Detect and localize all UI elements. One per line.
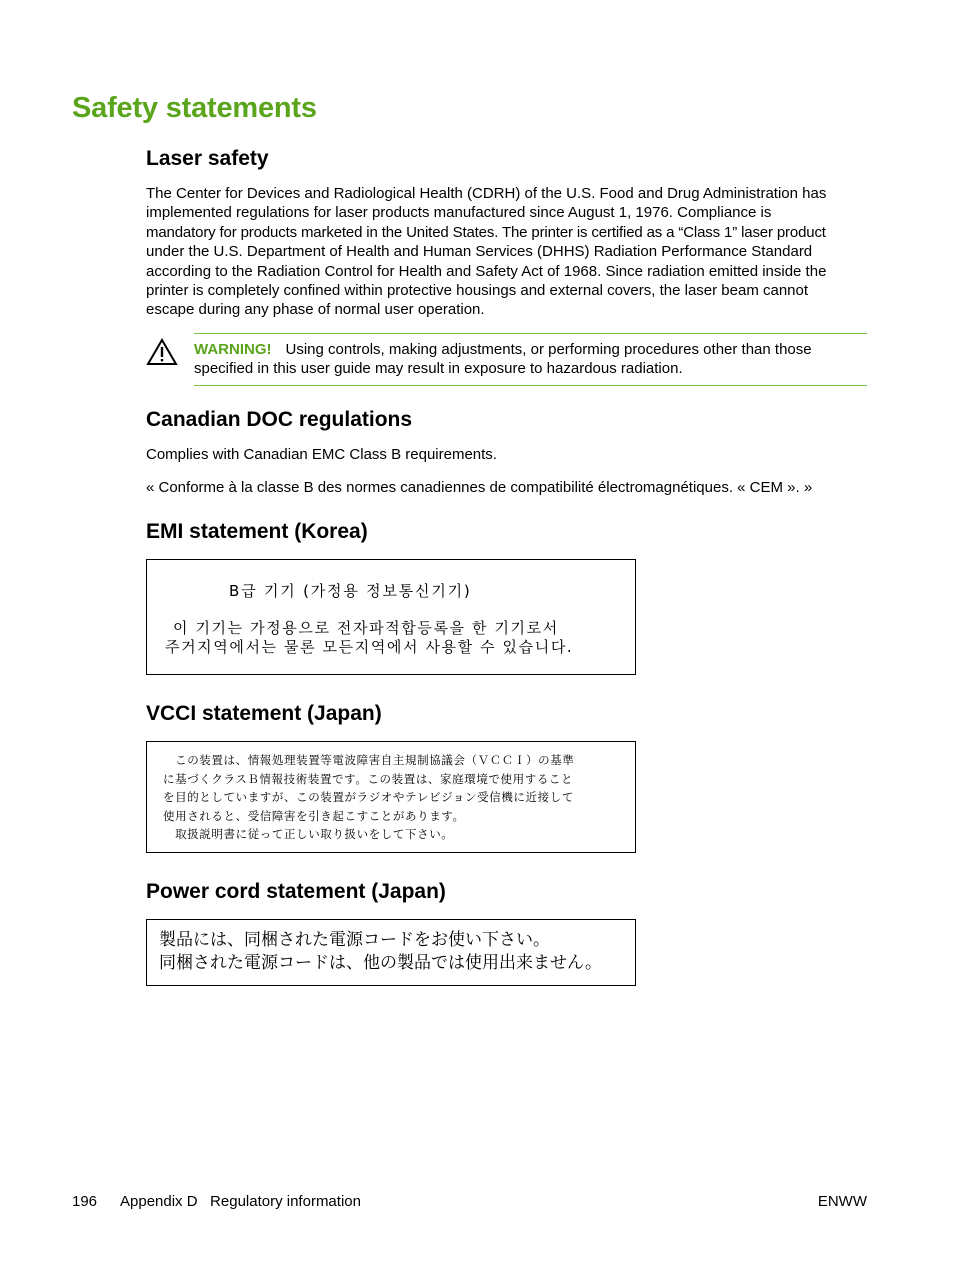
vcci-line: 取扱説明書に従って正しい取り扱いをして下さい。 <box>163 827 454 841</box>
laser-safety-paragraph <box>146 184 868 320</box>
power-cord-heading: Power cord statement (Japan) <box>146 880 446 903</box>
power-cord-text <box>159 929 602 975</box>
laser-safety-heading: Laser safety <box>146 147 269 170</box>
power-cord-line: 製品には、同梱された電源コードをお使い下さい。 <box>159 930 550 950</box>
vcci-text <box>163 751 625 844</box>
page-title: Safety statements <box>72 92 317 124</box>
canadian-doc-heading: Canadian DOC regulations <box>146 408 413 431</box>
laser-line: escape during any phase of normal user operation. <box>146 301 485 319</box>
vcci-heading: VCCI statement (Japan) <box>146 702 382 725</box>
warning-bottom-rule <box>194 385 867 386</box>
footer-doc-code: ENWW <box>817 1193 867 1210</box>
vcci-line: この装置は、情報処理装置等電波障害自主規制協議会（ＶＣＣＩ）の基準 <box>163 753 575 767</box>
power-cord-statement-box <box>146 919 636 986</box>
korea-statement-box <box>146 559 636 675</box>
canadian-paragraph-2: « Conforme à la classe B des normes canadiennes de compatibilité électromagnétiques. « CEM ». » <box>146 479 813 496</box>
footer-section: Appendix D Regulatory information <box>120 1193 361 1210</box>
vcci-line: に基づくクラスＢ情報技術装置です。この装置は、家庭環境で使用すること <box>163 771 574 786</box>
warning-label: WARNING! <box>194 341 272 358</box>
power-cord-line: 同梱された電源コードは、他の製品では使用出来ません。 <box>159 953 603 973</box>
korea-line-3: 주거지역에서는 물론 모든지역에서 사용할 수 있습니다. <box>165 638 574 656</box>
laser-line: printer is completely confined within protective housings and external covers, the laser beam cannot <box>146 282 809 300</box>
laser-line: mandatory for products marketed in the United States. The printer is certified as a “Class 1” laser product <box>146 223 826 241</box>
warning-text-line: Using controls, making adjustments, or performing procedures other than those <box>285 341 812 358</box>
vcci-line: 使用されると、受信障害を引き起こすことがあります。 <box>163 808 465 823</box>
laser-line: implemented regulations for laser products manufactured since August 1, 1976. Compliance is <box>146 204 772 222</box>
footer-page-number: 196 <box>72 1193 98 1210</box>
warning-callout <box>194 340 867 379</box>
laser-line: according to the Radiation Control for Health and Safety Act of 1968. Since radiation emitted inside the <box>146 262 827 280</box>
korea-emi-heading: EMI statement (Korea) <box>146 520 368 543</box>
korea-line-2: 이 기기는 가정용으로 전자파적합등록을 한 기기로서 <box>173 619 559 637</box>
laser-line: The Center for Devices and Radiological Health (CDRH) of the U.S. Food and Drug Administration has <box>146 185 827 202</box>
vcci-line: を目的としていますが、この装置がラジオやテレビジョン受信機に近接して <box>163 790 574 804</box>
korea-line-1: B급 기기 (가정용 정보통신기기) <box>229 582 472 600</box>
warning-triangle-icon <box>146 338 178 366</box>
vcci-statement-box <box>146 741 636 853</box>
laser-line: under the U.S. Department of Health and Human Services (DHHS) Radiation Performance Standard <box>146 243 813 261</box>
canadian-paragraph-1: Complies with Canadian EMC Class B requirements. <box>146 446 497 463</box>
warning-top-rule <box>194 333 867 334</box>
warning-text-line: specified in this user guide may result in exposure to hazardous radiation. <box>194 360 683 378</box>
